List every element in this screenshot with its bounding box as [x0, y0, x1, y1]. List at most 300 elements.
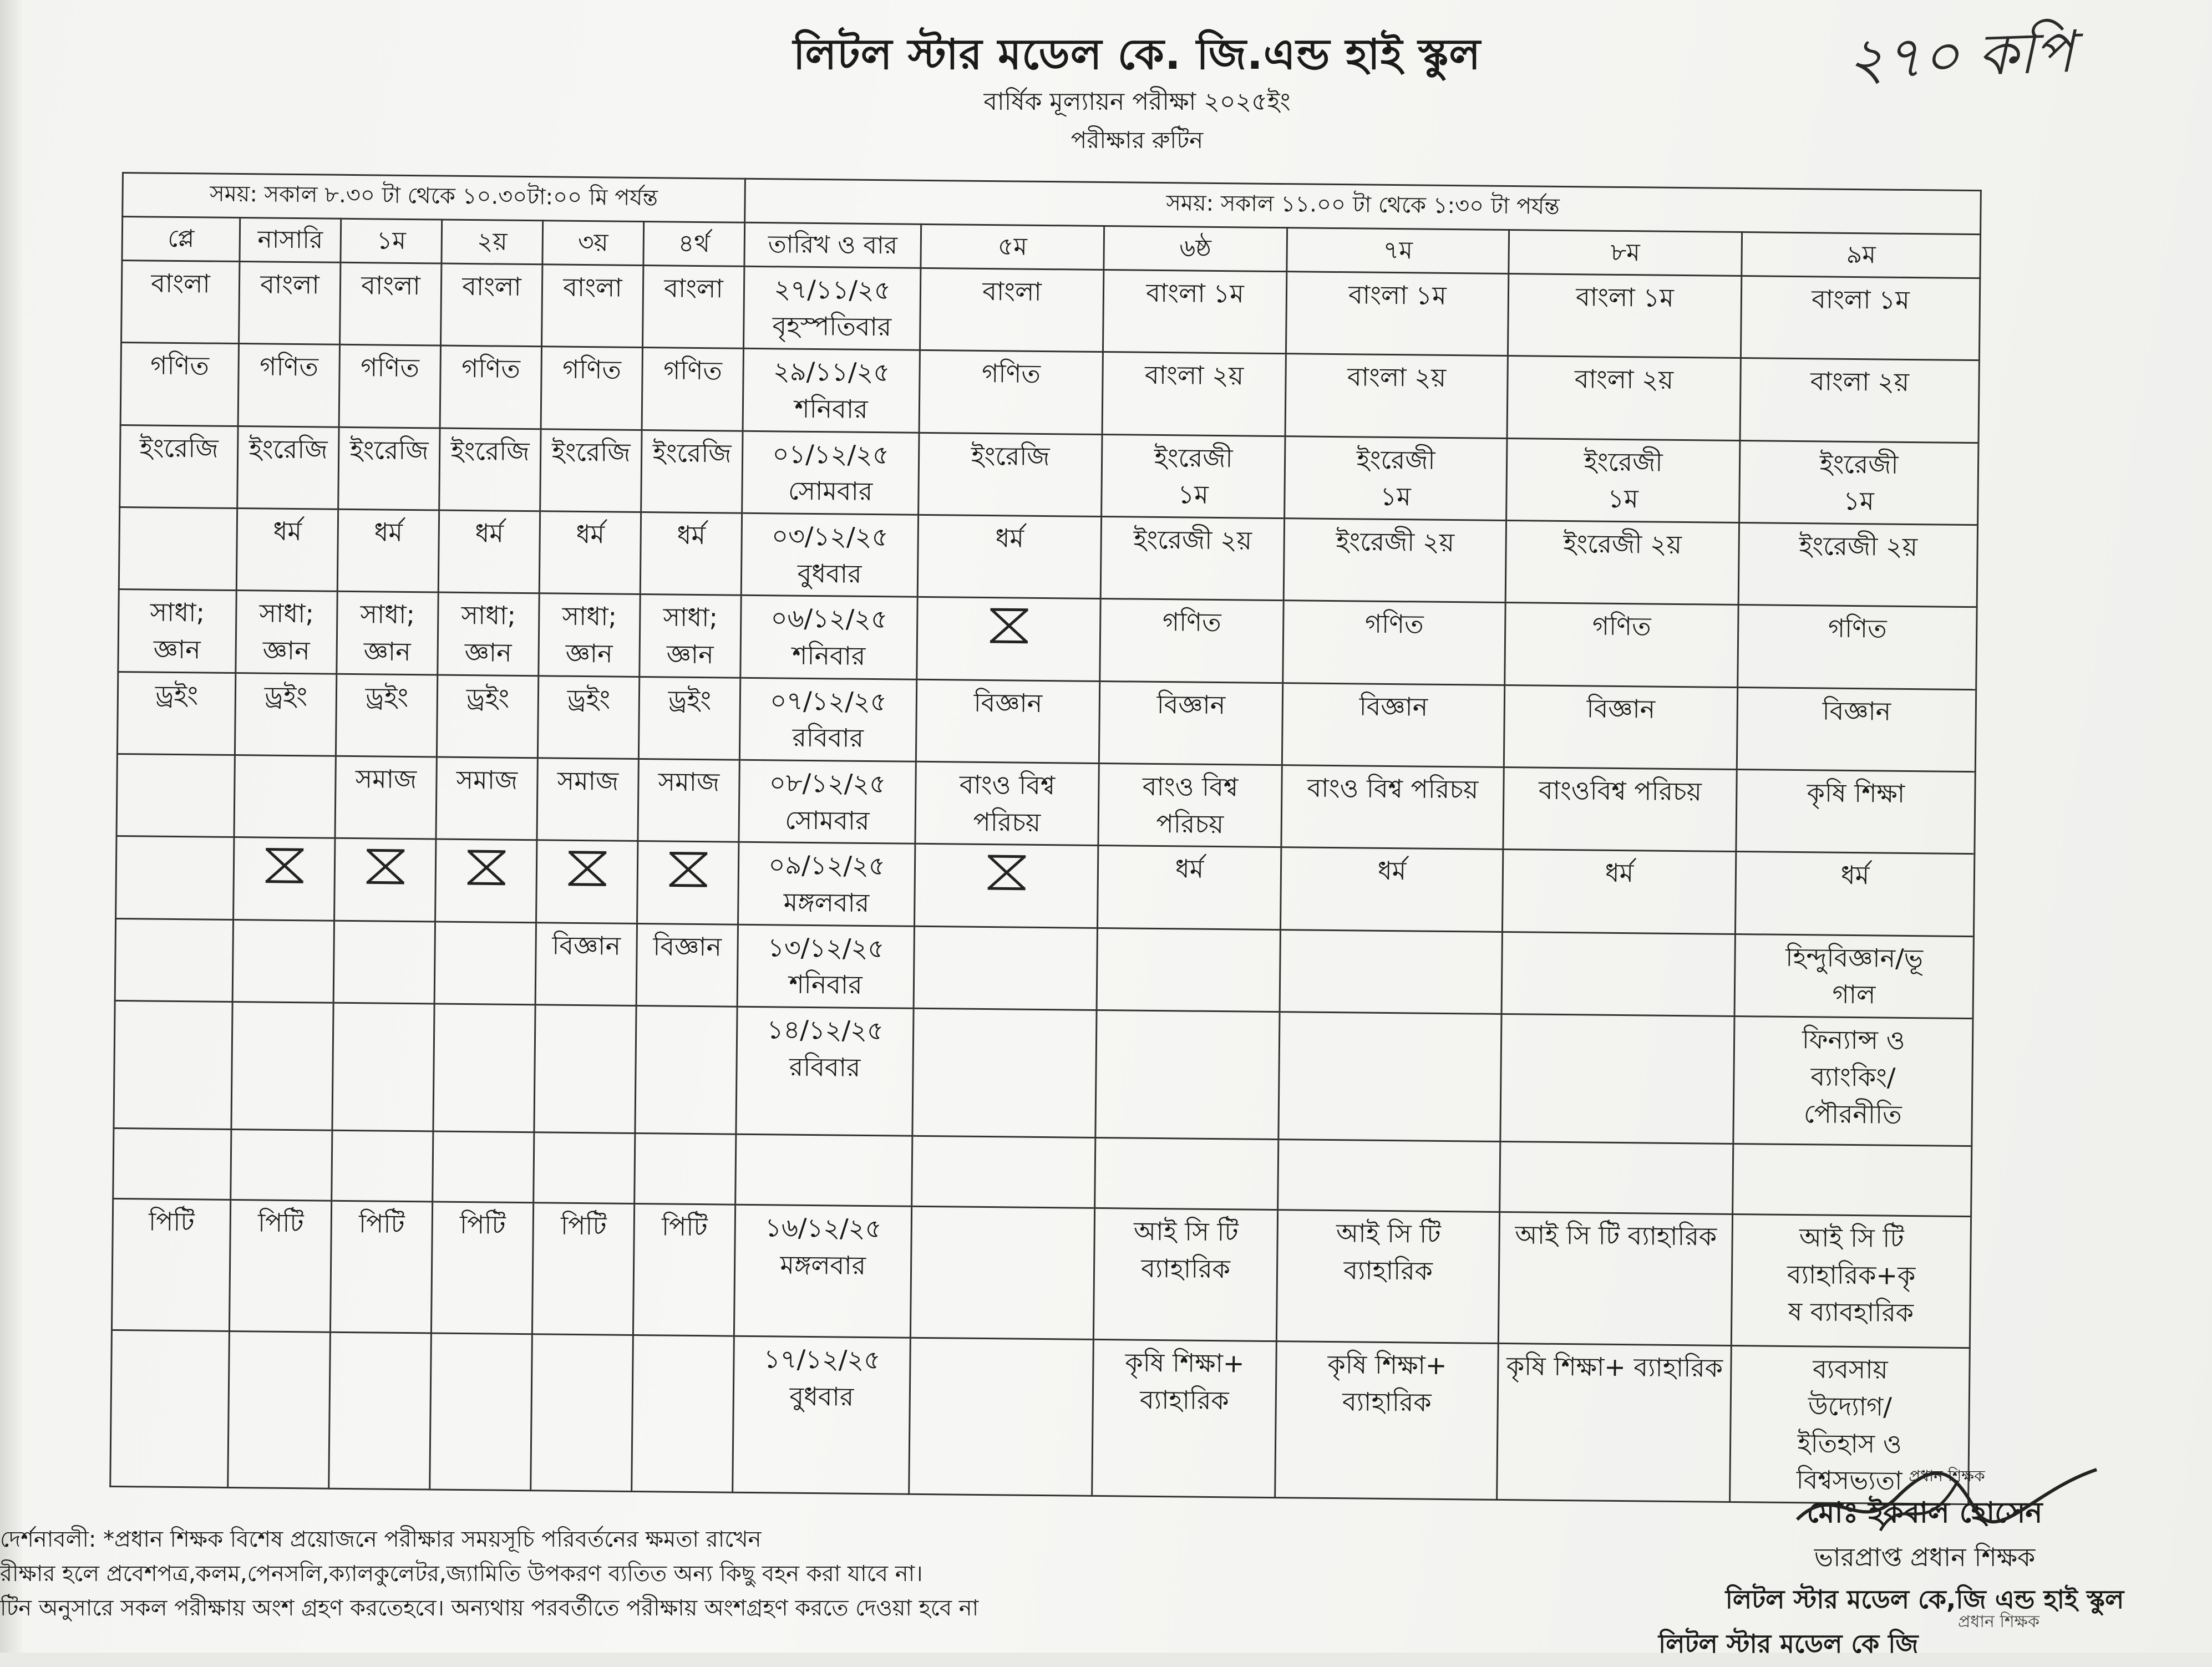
subject-cell — [117, 672, 235, 755]
column-header: ৮ম — [1509, 230, 1742, 276]
subject-cell — [1503, 768, 1737, 852]
column-header: ৭ম — [1287, 228, 1509, 274]
subject-cell — [1500, 1014, 1734, 1144]
cell-text: জ্ঞান — [565, 638, 613, 669]
cell-text: বাং‌ও বিশ্ব — [1142, 771, 1239, 802]
subject-cell — [637, 841, 739, 924]
subject-cell — [1100, 599, 1283, 683]
cell-text: সোমবার — [788, 475, 873, 507]
subject-cell — [119, 507, 237, 590]
subject-cell — [1095, 1138, 1279, 1210]
cross-mark — [565, 850, 610, 887]
instruction-line-1: দের্শনাবলী: *প্রধান শিক্ষক বিশেষ প্রয়োজনে পরীক্ষার সময়সূচি পরিবর্তনের ক্ষমতা রাখেন — [0, 1527, 762, 1552]
cross-mark-icon — [464, 849, 509, 886]
cell-text: ব্যাহারিক — [1342, 1386, 1432, 1417]
exam-routine-table — [109, 172, 1982, 1505]
cell-text: সমাজ — [355, 764, 417, 795]
cell-text: জ্ঞান — [363, 636, 411, 667]
subject-cell — [1275, 1341, 1499, 1500]
cell-text: গণিত — [1364, 608, 1424, 639]
cell-text: ০১/১২/২৫ — [772, 438, 890, 470]
cell-text: ড্রইং — [155, 679, 199, 710]
cell-text: ইংরেজী ২য় — [1133, 524, 1252, 556]
cell-text: পিটি — [661, 1211, 708, 1242]
cell-text: ১ম — [1843, 486, 1874, 516]
subject-cell — [909, 1338, 1094, 1496]
subject-cell — [229, 1200, 331, 1333]
cell-text: বাং‌ও বিশ্ব পরিচয় — [1307, 772, 1479, 805]
cross-mark — [666, 851, 711, 888]
table-row — [114, 1001, 1973, 1146]
subject-cell — [1500, 1142, 1733, 1214]
instruction-line-2: রীক্ষার হলে প্রবেশপত্র,কলম,পেনসলি,ক্যালকুলেটর,জ্যামিতি উপকরণ ব্যতিত অন্য কিছু বহন করা যাবে না। — [0, 1561, 923, 1587]
subject-cell — [633, 1204, 735, 1336]
subject-cell — [239, 261, 341, 344]
cell-text: ধর্ম — [475, 518, 504, 548]
subject-cell — [231, 1130, 332, 1201]
cell-text: জ্ঞান — [262, 635, 310, 666]
cell-text: বিজ্ঞান — [653, 931, 722, 962]
subject-cell — [1740, 358, 1979, 443]
cell-text: কৃষি শিক্ষা+ — [1327, 1349, 1447, 1381]
signature-block — [1703, 1464, 2147, 1623]
subject-cell — [120, 425, 238, 508]
subject-cell — [435, 839, 537, 922]
subject-cell — [1100, 516, 1284, 601]
subject-cell — [433, 1131, 534, 1203]
cell-text: রবিবার — [792, 723, 864, 754]
cell-text: পিটি — [560, 1210, 607, 1241]
column-header: প্লে — [122, 217, 240, 262]
subject-cell — [1285, 354, 1508, 438]
subject-cell — [1098, 764, 1282, 848]
cell-text: ইংরেজী ২য় — [1336, 526, 1455, 558]
subject-cell — [1286, 271, 1508, 355]
subject-cell — [234, 837, 335, 921]
subject-cell — [1738, 522, 1977, 607]
cell-text: সাধা; — [461, 600, 516, 631]
subject-cell — [1102, 352, 1286, 436]
subject-cell — [1501, 932, 1735, 1016]
subject-cell — [1497, 1344, 1732, 1502]
subject-cell — [1733, 1144, 1972, 1217]
cell-text: ধর্ম — [374, 517, 403, 547]
cell-text: ড্রইং — [466, 682, 510, 713]
cell-text: ১৪/১২/২৫ — [767, 1014, 884, 1046]
subject-cell — [113, 1129, 231, 1200]
subject-cell — [1741, 276, 1980, 360]
subject-cell — [1102, 434, 1285, 519]
subject-cell — [434, 922, 536, 1005]
subject-cell — [337, 509, 439, 592]
cell-text: ড্রইং — [264, 680, 308, 711]
subject-cell — [635, 1134, 736, 1205]
cell-text: বাংলা — [462, 271, 521, 302]
cell-text: পিটি — [257, 1207, 304, 1238]
subject-cell — [920, 268, 1104, 352]
cell-text: আই সি টি — [1336, 1218, 1441, 1249]
date-cell — [740, 596, 917, 679]
subject-cell — [438, 592, 539, 675]
subject-cell — [231, 1002, 333, 1131]
subject-cell — [1097, 928, 1280, 1012]
cell-text: ধর্ম — [1840, 860, 1870, 891]
subject-cell — [1508, 273, 1741, 358]
school-title: লিটল স্টার মডেল কে. জি.এন্ড হাই স্কুল — [793, 29, 1482, 79]
table-row — [110, 1330, 1970, 1505]
cell-text: ০৮/১২/২৫ — [769, 768, 886, 799]
cell-text: বাংলা ১ম — [1348, 279, 1447, 311]
cell-text: জ্ঞান — [666, 639, 714, 670]
subject-cell — [1503, 850, 1736, 934]
subject-cell — [535, 923, 637, 1006]
column-header: ৬ষ্ঠ — [1104, 226, 1287, 272]
subject-cell — [542, 265, 643, 348]
subject-cell — [1281, 765, 1504, 850]
subject-cell — [1092, 1340, 1277, 1498]
subject-cell — [638, 677, 740, 760]
subject-cell — [1280, 929, 1502, 1014]
subject-cell — [1099, 681, 1282, 765]
subject-cell — [912, 1136, 1095, 1208]
date-cell — [742, 431, 919, 515]
subject-cell — [532, 1203, 634, 1335]
date-cell — [733, 1336, 911, 1494]
cell-text: ইংরেজি — [551, 436, 631, 467]
subject-cell — [919, 433, 1102, 517]
column-header: নাসারি — [240, 218, 341, 263]
cross-mark — [986, 607, 1031, 644]
routine-title: পরীক্ষার রুটিন — [1071, 126, 1204, 154]
cell-text: পৌরনীতি — [1803, 1098, 1902, 1130]
subject-cell — [1282, 683, 1504, 767]
subject-cell — [539, 511, 641, 594]
signatory-role: ভারপ্রাপ্ত প্রধান শিক্ষক — [1814, 1542, 2036, 1572]
cell-text: ১ম — [1607, 483, 1638, 514]
subject-cell — [120, 343, 239, 426]
subject-cell — [232, 919, 334, 1003]
cell-text: গণিত — [150, 350, 210, 381]
signature-small-title: প্রধান শিক্ষক — [1909, 1467, 1985, 1485]
cell-text: সমাজ — [557, 765, 619, 796]
subject-cell — [1285, 436, 1507, 520]
subject-cell — [436, 757, 537, 840]
cell-text: বাংলা ২য় — [1347, 362, 1447, 393]
cell-text: ধর্ম — [273, 516, 302, 547]
cell-text: ড্রইং — [668, 684, 712, 715]
cell-text: বিজ্ঞান — [1359, 691, 1428, 722]
subject-cell — [640, 594, 741, 678]
cell-text: বাংলা — [982, 276, 1042, 307]
cell-text: ১৭/১২/২৫ — [763, 1344, 881, 1375]
column-header: ১ম — [341, 218, 442, 263]
cell-text: বাংলা ২য় — [1574, 364, 1674, 395]
subject-cell — [111, 1199, 230, 1331]
cell-text: ইতিহাস ও — [1797, 1427, 1902, 1459]
subject-cell — [431, 1202, 533, 1334]
date-cell — [736, 1007, 914, 1136]
cell-text: কৃষি শিক্ষা — [1807, 777, 1905, 809]
cell-text: ধর্ম — [1175, 853, 1204, 885]
cell-text: ০৩/১২/২৫ — [771, 521, 889, 552]
cell-text: বৃহস্পতিবার — [772, 311, 892, 342]
subject-cell — [640, 512, 742, 595]
subject-cell — [1738, 605, 1977, 689]
subject-cell — [1098, 846, 1281, 930]
cell-text: বিজ্ঞান — [973, 687, 1043, 718]
subject-cell — [338, 427, 440, 510]
cross-mark-icon — [984, 854, 1029, 891]
cell-text: সাধা; — [150, 597, 205, 628]
instruction-line-3: টিন অনুসারে সকল পরীক্ষায় অংশ গ্রহণ করতেহবে। অন্যথায় পরবর্তীতে পরীক্ষায় অংশগ্রহণ করতে দেওয়া হবে না — [0, 1595, 979, 1621]
cell-text: পিটি — [358, 1208, 405, 1239]
subject-cell — [329, 1332, 432, 1489]
cell-text: বাংলা — [361, 270, 420, 301]
cell-text: বাংলা ২য় — [1144, 359, 1244, 391]
cell-text: শনিবার — [792, 640, 866, 671]
subject-cell — [536, 840, 638, 923]
subject-cell — [642, 348, 743, 431]
subject-cell — [915, 844, 1098, 928]
subject-cell — [1095, 1010, 1280, 1140]
subject-cell — [632, 1335, 734, 1492]
cell-text: গণিত — [260, 351, 319, 382]
subject-cell — [641, 430, 743, 513]
date-cell — [738, 842, 915, 926]
subject-cell — [636, 923, 738, 1007]
cell-text: হিন্দুবিজ্ঞান/ভূ — [1785, 942, 1924, 974]
cell-text: ইংরেজি — [971, 440, 1050, 471]
column-header: ৩য় — [542, 221, 644, 266]
cell-text: সাধা; — [562, 601, 617, 632]
table-row — [111, 1199, 1971, 1348]
cell-text: গণিত — [461, 353, 521, 384]
subject-cell — [1735, 852, 1974, 936]
subject-cell — [1507, 356, 1741, 440]
date-cell — [741, 513, 918, 597]
subject-cell — [638, 759, 739, 842]
subject-cell — [437, 675, 538, 758]
subject-cell — [1093, 1208, 1277, 1341]
cell-text: বুধবার — [797, 558, 862, 589]
subject-cell — [118, 589, 236, 673]
cell-text: ব্যাহারিক — [1141, 1253, 1231, 1284]
cross-mark — [363, 848, 408, 886]
cell-text: ইংরেজি — [450, 435, 530, 466]
cell-text: বিজ্ঞান — [552, 930, 621, 961]
cell-text: ২৭/১১/২৫ — [774, 274, 891, 306]
subject-cell — [541, 347, 642, 430]
subject-cell — [537, 758, 638, 841]
subject-cell — [1505, 520, 1739, 604]
subject-cell — [1103, 270, 1287, 354]
cell-text: ইংরেজী ২য় — [1799, 530, 1918, 562]
subject-cell — [339, 344, 440, 428]
subject-cell — [916, 679, 1099, 764]
cross-mark — [262, 847, 307, 885]
cell-text: শনিবার — [789, 969, 863, 1000]
cell-text: ষ ব্যাবহারিক — [1788, 1296, 1914, 1328]
subject-cell — [915, 761, 1099, 846]
cell-text: পরিচয় — [1156, 808, 1224, 839]
cell-text: ইংরেজী — [1584, 446, 1663, 477]
subject-cell — [1506, 438, 1740, 522]
cell-text: ড্রইং — [567, 683, 611, 714]
bottom-role-stamp: প্রধান শিক্ষক — [1958, 1612, 2039, 1632]
column-header: ২য় — [442, 220, 543, 265]
cell-text: পিটি — [459, 1209, 506, 1240]
cell-text: গাল — [1832, 979, 1876, 1010]
late-time-label: সময়: সকাল ১১.০০ টা থেকে ১:৩০ টা পর্যন্ত — [745, 179, 1981, 234]
cell-text: ফিন্যান্স ও — [1802, 1024, 1905, 1056]
cross-mark-icon — [363, 848, 408, 886]
date-cell — [735, 1134, 912, 1206]
cell-text: ১ম — [1178, 479, 1209, 510]
cell-text: সাধা; — [360, 599, 415, 630]
cell-text: ১৩/১২/২৫ — [767, 932, 885, 964]
column-header: ৫ম — [921, 224, 1104, 270]
subject-cell — [228, 1331, 331, 1488]
subject-cell — [430, 1333, 532, 1490]
subject-cell — [237, 426, 339, 509]
subject-cell — [116, 836, 234, 919]
subject-cell — [330, 1201, 432, 1333]
cell-text: বাংলা ২য় — [1810, 366, 1910, 398]
cross-mark-icon — [262, 847, 307, 885]
subject-cell — [110, 1330, 230, 1488]
subject-cell — [1736, 770, 1975, 854]
cell-text: ০৬/১২/২৫ — [770, 603, 888, 634]
morning-time-label: সময়: সকাল ৮.৩০ টা থেকে ১০.৩০টা:০০ মি পর্যন্ত — [123, 173, 745, 223]
cell-text: ইংরেজী — [1819, 448, 1899, 480]
signatory-school: লিটল স্টার মডেল কে,জি এন্ড হাই স্কুল — [1725, 1584, 2124, 1614]
cell-text: গণিত — [982, 358, 1041, 389]
subject-cell — [539, 593, 640, 677]
cell-text: ব্যাহারিক — [1139, 1384, 1229, 1416]
cell-text: শনিবার — [794, 393, 868, 424]
handwritten-copies-note: ২৭০ কপি — [1845, 17, 2075, 94]
date-cell — [734, 1204, 911, 1338]
exam-title: বার্ষিক মূল্যায়ন পরীক্ষা ২০২৫ইং — [983, 88, 1291, 116]
cross-mark-icon — [666, 851, 711, 888]
bottom-school-stamp: লিটল স্টার মডেল কে জি — [1658, 1629, 1919, 1659]
cell-text: মঙ্গলবার — [783, 887, 870, 918]
subject-cell — [917, 597, 1100, 682]
cell-text: সোমবার — [785, 805, 870, 836]
subject-cell — [336, 674, 437, 757]
subject-cell — [1281, 847, 1503, 932]
subject-cell — [340, 262, 442, 345]
cell-text: গণিত — [562, 354, 622, 385]
subject-cell — [531, 1334, 633, 1491]
subject-cell — [335, 756, 437, 839]
subject-cell — [440, 345, 541, 429]
cell-text: গণিত — [663, 355, 723, 386]
cell-text: গণিত — [1592, 611, 1651, 642]
cell-text: ইংরেজি — [349, 434, 429, 465]
cell-text: ধর্ম — [995, 523, 1024, 553]
cell-text: ইংরেজী — [1356, 444, 1435, 475]
cell-text: আই সি টি — [1133, 1216, 1239, 1247]
subject-cell — [236, 591, 337, 674]
cell-text: ইংরেজী — [1154, 442, 1233, 473]
cell-text: বিজ্ঞান — [1822, 695, 1891, 726]
subject-cell — [121, 260, 240, 343]
cell-text: বাংলা — [151, 268, 211, 299]
cell-text: জ্ঞান — [153, 634, 201, 665]
subject-cell — [1739, 440, 1978, 525]
cell-text: বুধবার — [789, 1381, 854, 1412]
cross-mark-icon — [565, 850, 610, 887]
cell-text: সমাজ — [658, 766, 720, 797]
cell-text: গণিত — [1162, 607, 1221, 638]
subject-cell — [1504, 685, 1737, 769]
cell-text: ধর্ম — [576, 519, 605, 550]
cell-text: ইংরেজি — [652, 437, 732, 469]
signature-scribble-icon — [1792, 1458, 2102, 1542]
cell-text: ইংরেজী ২য় — [1563, 528, 1682, 560]
cell-text: ইংরেজি — [248, 433, 328, 465]
cell-text: সাধা; — [259, 598, 314, 629]
cell-text: বাং‌ওবিশ্ব পরিচয় — [1538, 775, 1702, 807]
date-cell — [743, 348, 920, 432]
cell-text: পরিচয় — [973, 806, 1041, 837]
cell-text: ১৬/১২/২৫ — [764, 1212, 882, 1244]
cell-text: ১ম — [1380, 481, 1411, 512]
cell-text: বাং‌ও বিশ্ব — [959, 769, 1056, 801]
subject-cell — [1498, 1212, 1732, 1346]
subject-cell — [1283, 601, 1505, 685]
cross-mark — [984, 854, 1029, 891]
subject-cell — [438, 510, 540, 593]
subject-cell — [116, 754, 235, 837]
subject-cell — [114, 1001, 232, 1130]
cell-text: রবিবার — [789, 1051, 861, 1082]
cell-text: গণিত — [1828, 613, 1887, 644]
cell-text: সাধা; — [663, 602, 718, 633]
subject-cell — [914, 926, 1097, 1010]
cell-text: বাংলা ১ম — [1812, 284, 1910, 315]
subject-cell — [534, 1005, 636, 1134]
page-fold-shadow — [0, 0, 22, 1653]
subject-cell — [333, 921, 435, 1004]
subject-cell — [235, 673, 336, 756]
column-header: তারিখ ও বার — [744, 222, 921, 268]
subject-cell — [1733, 1017, 1973, 1146]
subject-cell — [540, 429, 642, 512]
cell-text: বাংলা — [260, 269, 319, 300]
subject-cell — [917, 515, 1101, 599]
subject-cell — [919, 350, 1103, 434]
subject-cell — [537, 675, 639, 759]
cell-text: বাংলা — [563, 272, 622, 303]
cell-text: ০৭/১২/২৫ — [770, 685, 887, 716]
date-cell — [737, 924, 914, 1008]
cell-text: পিটি — [148, 1206, 195, 1237]
cell-text: জ্ঞান — [464, 637, 512, 668]
subject-cell — [912, 1008, 1097, 1137]
subject-cell — [337, 592, 438, 675]
subject-cell — [910, 1206, 1094, 1339]
subject-cell — [433, 1004, 535, 1132]
cell-text: সমাজ — [456, 764, 518, 795]
cell-text: গণিত — [361, 352, 420, 383]
cell-text: কৃষি শিক্ষা+ ব্যাহারিক — [1506, 1351, 1723, 1383]
subject-cell — [1737, 687, 1976, 771]
cell-text: বিজ্ঞান — [1586, 693, 1656, 724]
cell-text: আই সি টি — [1799, 1222, 1904, 1254]
cell-text: বাংলা ১ম — [1576, 281, 1674, 313]
